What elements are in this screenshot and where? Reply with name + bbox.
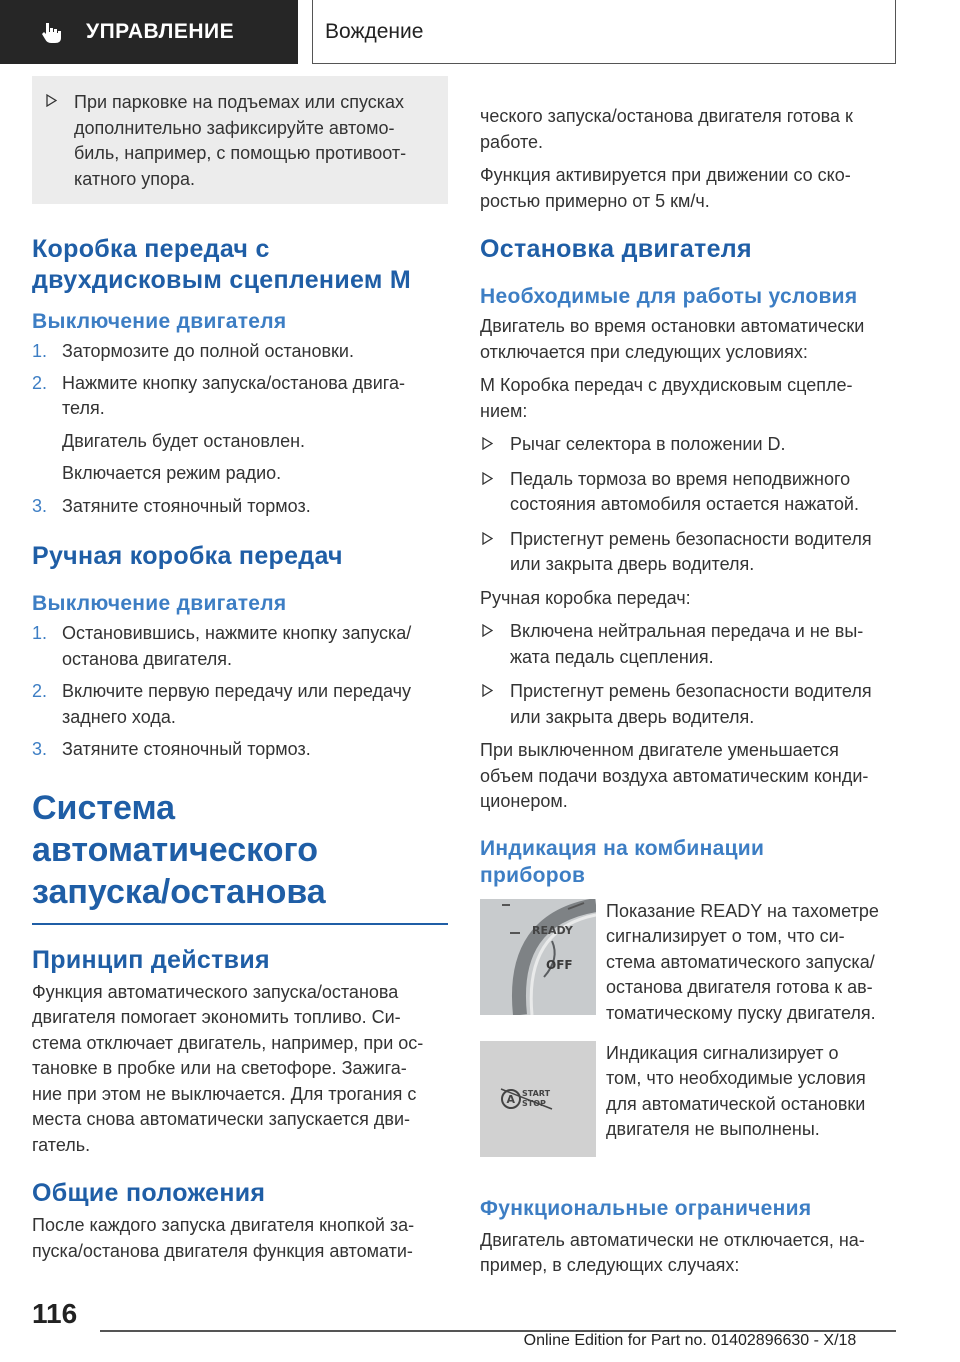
hand-icon	[40, 19, 66, 45]
text-line: Функция автоматического запуска/останова	[32, 981, 399, 1002]
limits-text	[480, 1228, 896, 1279]
m-intro	[480, 373, 896, 424]
note-line: биль, например, с помощью противоот-	[74, 143, 407, 163]
start-stop-indicator-row	[480, 1041, 896, 1191]
text-line: двигателя помогает экономить топливо. Си-	[32, 1007, 401, 1027]
text-line: ростью примерно от 5 км/ч.	[480, 190, 710, 211]
bullet-text: жата педаль сцепления.	[510, 646, 714, 667]
text-line: Показание READY на тахометре	[606, 900, 879, 921]
step-text: теля.	[62, 398, 105, 418]
text-line: томатическому пуску двигателя.	[606, 1002, 876, 1023]
note-item	[32, 90, 448, 192]
bullet-text: или закрыта дверь водителя.	[510, 706, 755, 727]
heading-display	[480, 835, 896, 889]
ready-label: READY	[532, 923, 573, 937]
section-title: УПРАВЛЕНИЕ	[86, 20, 235, 43]
off-label: OFF	[546, 957, 573, 972]
text-line: Двигатель автоматически не отключается, на-	[480, 1229, 865, 1250]
heading-principle: Принцип действия	[32, 945, 270, 974]
list-item	[32, 494, 448, 520]
heading-line: Система автоматического	[32, 788, 318, 869]
subheading-conditions: Необходимые для работы условия	[480, 285, 858, 308]
text-line: После каждого запуска двигателя кнопкой за-	[32, 1215, 415, 1235]
principle-text	[32, 980, 448, 1159]
bullet-triangle-icon	[482, 437, 493, 450]
text-line: двигателя не выполнены.	[606, 1119, 820, 1139]
note-line: катного упора.	[74, 168, 196, 189]
step-number: 3.	[32, 739, 48, 759]
bullet-text: состояния автомобиля остается нажатой.	[510, 494, 859, 514]
list-item	[480, 467, 896, 518]
text-line: ние при этом не выключается. Для трогания с	[32, 1083, 417, 1104]
step-text: Затяните стояночный тормоз.	[62, 495, 311, 516]
text-line: работе.	[480, 131, 543, 152]
text-line: отключается при следующих условиях:	[480, 341, 808, 362]
step-text: Затормозите до полной остановки.	[62, 341, 354, 361]
list-item	[480, 527, 896, 578]
text-line: сигнализирует о том, что си-	[606, 926, 845, 946]
left-column	[32, 88, 448, 1264]
svg-text:A: A	[506, 1092, 516, 1106]
heading-line: двухдисковым сцеплением M	[32, 266, 412, 294]
page-number: 116	[32, 1298, 78, 1329]
bullet-triangle-icon	[482, 472, 493, 485]
heading-limits: Функциональные ограничения	[480, 1196, 812, 1220]
bullet-triangle-icon	[482, 532, 493, 545]
text-line: стема автоматического запуска/	[606, 951, 875, 972]
list-item	[32, 371, 448, 422]
list-item	[32, 737, 448, 763]
text-line: нием:	[480, 400, 528, 421]
steps-dual	[32, 339, 448, 519]
step-note: Двигатель будет остановлен.	[62, 430, 306, 451]
bullet-text: Пристегнут ремень безопасности водителя	[510, 681, 872, 701]
text-line: ческого запуска/останова двигателя готова к	[480, 106, 853, 126]
text-line: останова двигателя готова к ав-	[606, 977, 873, 997]
steps-manual	[32, 621, 448, 763]
text-line: для автоматической остановки	[606, 1093, 866, 1114]
step-number: 3.	[32, 495, 48, 516]
step-text: Включите первую передачу или передачу	[62, 681, 411, 701]
text-line: стема отключает двигатель, например, при ос-	[32, 1032, 424, 1053]
text-line: места снова автоматически запускается дви-	[32, 1109, 411, 1129]
step-number: 2.	[32, 681, 48, 701]
chapter-title: Вождение	[325, 19, 424, 43]
heading-general: Общие положения	[32, 1179, 266, 1207]
speed-text	[480, 163, 896, 214]
text-line: объем подачи воздуха автоматическим конди-	[480, 765, 869, 786]
right-column	[480, 104, 896, 1279]
note-line: При парковке на подъемах или спусках	[74, 92, 405, 112]
subheading-engine-off: Выключение двигателя	[32, 592, 287, 615]
start-label: START	[522, 1088, 551, 1098]
step-text: Затяните стояночный тормоз.	[62, 739, 311, 759]
subheading-engine-off: Выключение двигателя	[32, 310, 287, 333]
bullet-text: Пристегнут ремень безопасности водителя	[510, 528, 872, 549]
step-number: 2.	[32, 372, 48, 393]
conditions-intro	[480, 314, 896, 365]
text-line: тановке в пробке или на светофоре. Зажига-	[32, 1058, 407, 1078]
ready-description	[606, 899, 896, 1027]
heading-manual: Ручная коробка передач	[32, 542, 343, 570]
step-number: 1.	[32, 341, 48, 361]
list-item	[480, 619, 896, 670]
heading-line: Индикация на комбинации	[480, 836, 765, 860]
heading-line: запуска/останова	[32, 872, 326, 911]
manual-bullets	[480, 619, 896, 730]
tachometer-graphic	[480, 899, 596, 1015]
bullet-text: или закрыта дверь водителя.	[510, 554, 755, 574]
step-text: Остановившись, нажмите кнопку запуска/	[62, 623, 412, 643]
m-bullets	[480, 432, 896, 578]
list-item	[32, 339, 448, 365]
bullet-text: Педаль тормоза во время неподвижного	[510, 468, 851, 489]
step-number: 1.	[32, 623, 48, 643]
step-text: Нажмите кнопку запуска/останова двига-	[62, 372, 405, 393]
note-line: дополнительно зафиксируйте автомо-	[74, 117, 395, 138]
heading-dual-clutch	[32, 234, 448, 296]
note-box	[32, 76, 448, 204]
tachometer-ready-image	[480, 899, 596, 1015]
edition-text: Online Edition for Part no. 01402896630 - X/18	[523, 1332, 857, 1349]
section-rule	[32, 923, 448, 925]
ac-text	[480, 738, 896, 815]
bullet-text: Включена нейтральная передача и не вы-	[510, 621, 864, 641]
step-text: заднего хода.	[62, 706, 176, 727]
list-item	[480, 679, 896, 730]
text-line: ционером.	[480, 791, 568, 811]
start-stop-graphic	[480, 1041, 596, 1157]
text-line: При выключенном двигателе уменьшается	[480, 740, 839, 760]
ready-indicator-row	[480, 899, 896, 1049]
heading-line: приборов	[480, 863, 586, 887]
step-note: Включается режим радио.	[62, 463, 282, 483]
chapter-tab	[312, 0, 896, 64]
step-text: останова двигателя.	[62, 648, 232, 669]
text-line: том, что необходимые условия	[606, 1068, 866, 1088]
bullet-triangle-icon	[482, 624, 493, 637]
list-item	[32, 679, 448, 730]
text-line: M Коробка передач с двухдисковым сцепле-	[480, 375, 853, 395]
text-line: Функция активируется при движении со ско-	[480, 165, 851, 185]
list-item	[32, 621, 448, 672]
text-line: пуска/останова двигателя функция автомати-	[32, 1240, 413, 1261]
heading-line: Коробка передач с	[32, 235, 270, 263]
heading-engine-stop: Остановка двигателя	[480, 235, 752, 263]
continued-text	[480, 104, 896, 155]
section-tab	[0, 0, 298, 64]
stop-label: STOP	[522, 1098, 546, 1108]
text-line: Индикация сигнализирует о	[606, 1042, 839, 1063]
text-line: гатель.	[32, 1134, 91, 1155]
heading-auto-start-stop	[32, 787, 448, 913]
manual-intro: Ручная коробка передач:	[480, 587, 691, 608]
start-stop-description	[606, 1041, 896, 1143]
bullet-triangle-icon	[46, 94, 57, 107]
bullet-text: Рычаг селектора в положении D.	[510, 434, 786, 454]
start-stop-warning-image	[480, 1041, 596, 1157]
text-line: пример, в следующих случаях:	[480, 1255, 740, 1275]
list-item	[480, 432, 896, 458]
bullet-triangle-icon	[482, 684, 493, 697]
text-line: Двигатель во время остановки автоматически	[480, 316, 865, 336]
general-text	[32, 1213, 448, 1264]
